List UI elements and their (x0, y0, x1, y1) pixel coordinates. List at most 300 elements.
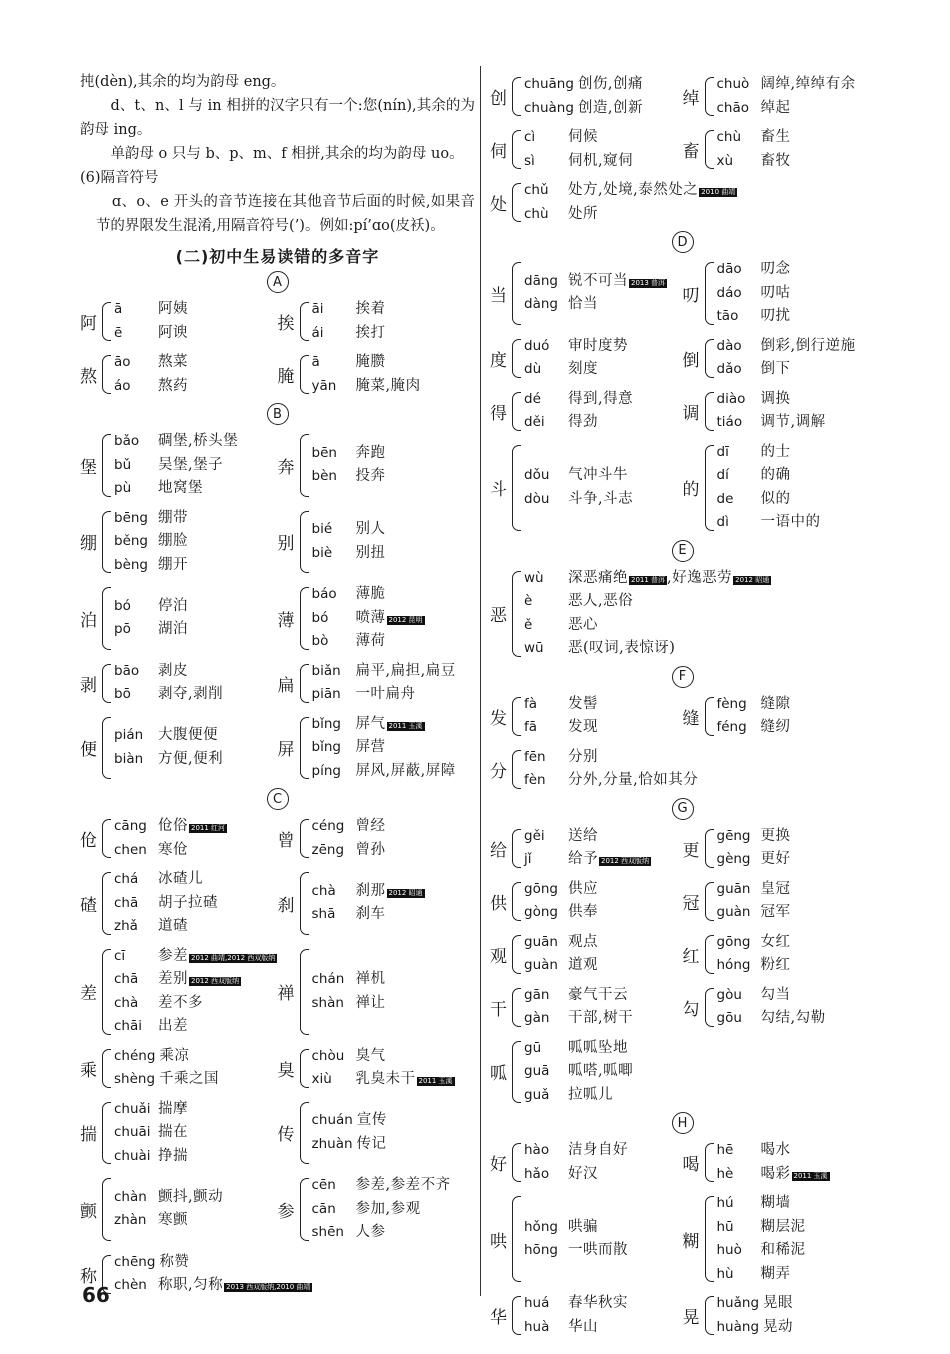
polyphone-entry (683, 332, 876, 385)
readings-list (114, 1045, 219, 1092)
pinyin: dù (524, 361, 542, 377)
readings-list (524, 984, 633, 1031)
right-column (490, 70, 875, 1342)
pinyin: huá (524, 1295, 550, 1311)
example-words: 腌菜,腌肉 (355, 377, 421, 394)
pinyin: cēn (311, 1177, 336, 1193)
pinyin: chà (114, 994, 139, 1011)
example-words: 寒颤 (158, 1212, 188, 1229)
polyphone-entry (683, 123, 876, 176)
pinyin: bǐng (311, 715, 341, 732)
pinyin: bǐng (311, 739, 341, 755)
example-words: 冠军 (760, 904, 791, 920)
brace (512, 339, 521, 378)
polyphone-entry (278, 657, 476, 710)
reading-row (312, 713, 456, 737)
example-words: 阿谀 (158, 324, 188, 341)
pinyin: hóng (716, 957, 751, 973)
example-words: 阿姨 (158, 301, 188, 317)
reading-row (114, 815, 227, 839)
pinyin: chā (114, 894, 139, 911)
pinyin: fèng (716, 695, 747, 712)
polyphone-char: 度 (490, 350, 507, 371)
reading-row (524, 1007, 633, 1031)
reading-row (524, 693, 598, 717)
polyphone-char: 斗 (490, 480, 507, 500)
polyphone-char: 喝 (682, 1155, 700, 1175)
polyphone-entry (683, 690, 876, 743)
group-letter-circle: F (672, 666, 694, 688)
pinyin: dáo (716, 284, 742, 301)
example-words: 曾孙 (355, 841, 386, 858)
reading-row (524, 954, 598, 978)
reading-row (114, 530, 188, 554)
exam-tag: 2011 玉溪 (793, 1171, 828, 1180)
pinyin: ā (311, 354, 320, 370)
brace (512, 262, 521, 325)
pinyin: chù (524, 205, 549, 222)
polyphone-entry (278, 812, 476, 865)
pinyin: chǔ (524, 182, 549, 198)
pinyin: gòu (716, 986, 742, 1003)
readings-list (114, 430, 238, 501)
pinyin: fèn (524, 772, 546, 788)
example-words: 熬药 (158, 377, 188, 394)
readings-list (524, 388, 633, 435)
group-letter (490, 1112, 875, 1134)
polyphone-char: 碴 (80, 895, 97, 916)
pinyin: hú (716, 1195, 734, 1211)
reading-row (312, 1198, 451, 1222)
polyphone-entry (490, 1034, 875, 1111)
reading-row (717, 97, 856, 121)
reading-row (524, 567, 771, 591)
pinyin: guān (716, 880, 751, 897)
polyphone-entry (278, 427, 476, 504)
example-words: 揣在 (158, 1124, 188, 1140)
example-words: 更换 (760, 827, 791, 844)
left-groups (80, 271, 475, 1301)
polyphone-entry (683, 385, 876, 438)
pinyin: xiù (311, 1071, 332, 1087)
example-words: 绷脸 (158, 533, 188, 549)
example-words: 湖泊 (158, 621, 188, 638)
pinyin: hē (716, 1142, 734, 1158)
polyphone-entry (278, 1171, 476, 1248)
example-words: 深恶痛绝 (568, 569, 628, 586)
polyphone-char: 泊 (80, 610, 97, 631)
readings-list (114, 1186, 223, 1233)
pinyin: dí (716, 467, 729, 483)
polyphone-char: 叨 (682, 285, 700, 306)
pinyin: gōu (716, 1010, 742, 1026)
polyphone-char: 当 (490, 285, 507, 306)
polyphone-entry (80, 942, 278, 1042)
pinyin: guān (524, 933, 558, 950)
example-words: 喝水 (760, 1142, 791, 1158)
brace (102, 949, 111, 1035)
pinyin: guā (524, 1063, 550, 1079)
example-words: 冰碴儿 (158, 871, 203, 887)
example-words: 阔绰,绰绰有余 (760, 76, 856, 92)
pinyin: dàng (524, 296, 558, 313)
pinyin: zhǎ (114, 918, 138, 934)
reading-row (312, 351, 421, 375)
reading-row (312, 1109, 387, 1133)
readings-list (114, 507, 188, 578)
polyphone-entry (490, 1189, 683, 1289)
example-words: 颤抖,颤动 (158, 1188, 224, 1205)
example-words: 的士 (760, 443, 791, 460)
polyphone-entry (683, 822, 876, 875)
brace (300, 587, 309, 650)
example-words: 哄骗 (568, 1218, 598, 1235)
pinyin: chā (114, 971, 139, 987)
reading-row (524, 73, 643, 97)
polyphone-entry (683, 981, 876, 1034)
example-words: 剥夺,剥削 (158, 686, 224, 702)
example-words: 一叶扁舟 (355, 686, 416, 702)
example-words: 道碴 (158, 918, 188, 934)
reading-row (114, 724, 223, 748)
readings-list (114, 868, 218, 939)
pinyin: bō (114, 686, 131, 702)
group-letter (490, 666, 875, 688)
intro-paragraph-2: d、t、n、l 与 in 相拼的汉字只有一个:您(nín),其余的为韵母 ing。 (80, 98, 475, 138)
reading-row (717, 358, 856, 382)
example-words: 勾当 (760, 986, 791, 1003)
group-letter (80, 271, 475, 293)
group-letter (490, 231, 875, 253)
reading-row (114, 1145, 188, 1169)
polyphone-entry (683, 1136, 876, 1189)
pinyin: shàn (311, 994, 344, 1011)
pinyin: wū (524, 640, 544, 656)
pinyin: zhàn (114, 1212, 147, 1229)
reading-row (114, 1209, 223, 1233)
pinyin: āi (311, 301, 324, 317)
example-words: 挣揣 (158, 1147, 188, 1164)
polyphone-char: 晃 (682, 1308, 700, 1328)
pinyin: gòng (524, 904, 558, 920)
polyphone-char: 绷 (80, 534, 97, 555)
brace (300, 717, 309, 780)
polyphone-char: 曾 (277, 831, 295, 851)
brace (300, 1049, 309, 1088)
readings-list (717, 1139, 830, 1186)
pinyin: áo (114, 377, 131, 394)
pinyin: fēn (524, 748, 546, 765)
pinyin: biǎn (311, 662, 341, 679)
polyphone-char: 堡 (80, 457, 97, 478)
reading-row (114, 1251, 312, 1275)
group-grid (490, 564, 875, 664)
pinyin: huò (716, 1242, 742, 1258)
reading-row (312, 736, 456, 760)
reading-row (717, 411, 826, 435)
example-words: 寒伧 (158, 841, 188, 858)
readings-list (312, 815, 386, 862)
example-words: 大腹便便 (158, 727, 218, 744)
pinyin: bó (311, 609, 329, 626)
reading-row (717, 126, 791, 150)
reading-row (524, 1216, 628, 1240)
reading-row (114, 375, 188, 399)
pinyin: shā (311, 906, 336, 923)
brace (102, 1102, 111, 1165)
example-words: 称职,匀称 (158, 1277, 224, 1293)
example-words: 剥皮 (158, 662, 188, 679)
pinyin: píng (311, 762, 341, 779)
readings-list (524, 73, 643, 120)
readings-list (312, 1174, 451, 1245)
polyphone-char: 参 (277, 1201, 295, 1222)
reading-row (312, 375, 421, 399)
reading-row (524, 1060, 633, 1084)
example-words: 糊层泥 (760, 1218, 806, 1235)
example-words: 绰起 (760, 99, 791, 116)
pinyin: chà (311, 882, 336, 899)
polyphone-entry (80, 657, 278, 710)
reading-row (312, 298, 386, 322)
pinyin: ē (114, 324, 123, 341)
pinyin: bèng (114, 556, 149, 573)
pinyin: běng (114, 533, 149, 549)
example-words: 碉堡,桥头堡 (158, 433, 239, 449)
example-words: 女红 (760, 933, 791, 950)
example-words: 胡子拉碴 (158, 894, 218, 911)
reading-row (114, 892, 218, 916)
example-words: 畜牧 (760, 152, 791, 169)
readings-list (524, 825, 651, 872)
reading-row (312, 968, 386, 992)
reading-row (524, 293, 667, 317)
pinyin: shèng (114, 1071, 156, 1087)
polyphone-char: 给 (490, 840, 507, 861)
readings-list (524, 693, 598, 740)
reading-row (524, 1037, 633, 1061)
group-grid (490, 255, 875, 538)
readings-list (717, 441, 821, 535)
brace (102, 355, 111, 394)
pinyin: yān (311, 377, 337, 394)
intro-heading-6: (6)隔音符号 (80, 170, 159, 186)
brace (705, 130, 714, 169)
pinyin: wù (524, 569, 544, 586)
polyphone-char: 揣 (80, 1125, 97, 1146)
brace (512, 571, 521, 657)
example-words: 糊弄 (760, 1265, 791, 1282)
reading-row (114, 868, 218, 892)
readings-list (524, 335, 628, 382)
page-number: 66 (82, 1283, 110, 1307)
intro-paragraph-3: 单韵母 o 只与 b、p、m、f 相拼,其余的均为韵母 uo。 (110, 146, 464, 162)
brace (705, 935, 714, 974)
example-words: 乳臭未干 (355, 1071, 416, 1087)
reading-row (524, 1292, 628, 1316)
group-letter-circle: G (672, 798, 694, 820)
readings-list (717, 984, 826, 1031)
pinyin: zhuàn (311, 1135, 353, 1152)
readings-list (312, 880, 425, 927)
pinyin: dǎo (716, 361, 742, 377)
reading-row (114, 1015, 277, 1039)
readings-list (312, 713, 456, 784)
example-words: 洁身自好 (568, 1142, 628, 1158)
readings-list (524, 1037, 633, 1108)
brace (705, 262, 714, 325)
example-words: 呱嗒,呱唧 (568, 1063, 634, 1079)
polyphone-char: 臭 (277, 1060, 295, 1081)
reading-row (717, 693, 791, 717)
reading-row (524, 901, 598, 925)
pinyin: bēn (311, 444, 337, 461)
reading-row (114, 968, 277, 992)
pinyin: chù (716, 129, 742, 145)
polyphone-char: 观 (490, 946, 507, 967)
reading-row (524, 388, 633, 412)
polyphone-entry (683, 875, 876, 928)
polyphone-entry (490, 70, 683, 123)
example-words: 叨念 (760, 261, 791, 277)
polyphone-char: 供 (490, 893, 507, 914)
pinyin: guǎ (524, 1086, 550, 1103)
polyphone-char: 糊 (682, 1231, 700, 1252)
polyphone-entry (490, 1136, 683, 1189)
example-words: 缝隙 (760, 695, 791, 712)
reading-row (312, 815, 386, 839)
reading-row (717, 984, 826, 1008)
reading-row (524, 97, 643, 121)
example-words: 叨咕 (760, 284, 791, 301)
pinyin: dòu (524, 490, 550, 507)
brace (102, 717, 111, 780)
pinyin: féng (716, 719, 747, 735)
polyphone-entry (80, 504, 278, 581)
pinyin: ě (524, 616, 533, 633)
reading-row (524, 126, 633, 150)
group-grid (80, 427, 475, 786)
pinyin: guàn (716, 904, 751, 920)
pinyin: chuài (114, 1147, 151, 1164)
reading-row (717, 282, 791, 306)
example-words: 华山 (568, 1318, 598, 1335)
pinyin: hè (716, 1165, 734, 1182)
pinyin: bó (114, 597, 131, 614)
example-words: 恶(叹词,表惊讶) (568, 640, 676, 656)
readings-list (114, 1251, 312, 1298)
pinyin: dī (716, 443, 729, 460)
reading-row (312, 880, 425, 904)
polyphone-entry (490, 1289, 683, 1342)
polyphone-char: 哄 (490, 1231, 507, 1252)
readings-list (717, 878, 791, 925)
pinyin: hū (716, 1218, 734, 1235)
example-words-extra: ,好逸恶劳 (667, 569, 733, 586)
reading-row (114, 618, 188, 642)
brace (102, 434, 111, 497)
reading-row (524, 637, 771, 661)
example-words: 拉呱儿 (568, 1086, 613, 1103)
polyphone-entry (490, 385, 683, 438)
reading-row (717, 488, 821, 512)
example-words: 创伤,创痛 (577, 76, 644, 92)
brace (300, 872, 309, 935)
brace (512, 183, 521, 222)
readings-list (312, 583, 425, 654)
reading-row (717, 1139, 830, 1163)
reading-row (114, 1274, 312, 1298)
example-words: 喷薄 (355, 609, 386, 626)
example-words: 称赞 (159, 1253, 190, 1270)
reading-row (717, 73, 856, 97)
reading-row (524, 931, 598, 955)
reading-row (524, 203, 737, 227)
polyphone-entry (278, 1095, 476, 1172)
reading-row (114, 595, 188, 619)
polyphone-char: 呱 (490, 1064, 507, 1085)
polyphone-char: 绰 (682, 89, 700, 109)
example-words: 千乘之国 (159, 1071, 220, 1087)
brace (512, 392, 521, 431)
example-words: 屏气 (355, 715, 386, 732)
polyphone-entry (683, 438, 876, 538)
pinyin: huà (524, 1318, 550, 1335)
polyphone-entry (80, 865, 278, 942)
section-title: (二)初中生易读错的多音字 (175, 247, 380, 266)
polyphone-char: 华 (490, 1308, 507, 1328)
example-words: 倒下 (760, 361, 791, 377)
reading-row (114, 748, 223, 772)
pinyin: bēng (114, 509, 149, 526)
reading-row (524, 590, 771, 614)
readings-list (717, 126, 791, 173)
group-grid (490, 822, 875, 1111)
pinyin: de (716, 490, 734, 507)
example-words: 挨着 (355, 301, 386, 317)
polyphone-char: 伺 (490, 142, 507, 162)
polyphone-char: 传 (277, 1125, 295, 1146)
reading-row (524, 150, 633, 174)
pinyin: shēn (311, 1224, 344, 1240)
polyphone-entry (683, 1289, 876, 1342)
pinyin: dì (716, 514, 729, 530)
polyphone-char: 缝 (682, 708, 700, 729)
exam-tag: 2013 普洱 (631, 278, 666, 287)
pinyin: chāo (716, 99, 750, 116)
pinyin: dào (716, 337, 742, 354)
pinyin: ā (114, 301, 123, 317)
polyphone-char: 便 (80, 740, 97, 761)
example-words: 禅机 (355, 971, 386, 987)
readings-list (524, 126, 633, 173)
pinyin: cì (524, 129, 536, 145)
polyphone-entry (490, 822, 683, 875)
pinyin: pù (114, 480, 132, 496)
reading-row (114, 683, 223, 707)
example-words: 调换 (760, 390, 791, 407)
reading-row (524, 825, 651, 849)
brace (512, 77, 521, 116)
example-words: 的确 (760, 467, 791, 483)
pinyin: piān (311, 686, 341, 702)
brace (705, 1296, 714, 1335)
brace (102, 302, 111, 341)
brace (512, 988, 521, 1027)
reading-row (717, 258, 791, 282)
brace (705, 1196, 714, 1282)
reading-row (717, 388, 826, 412)
